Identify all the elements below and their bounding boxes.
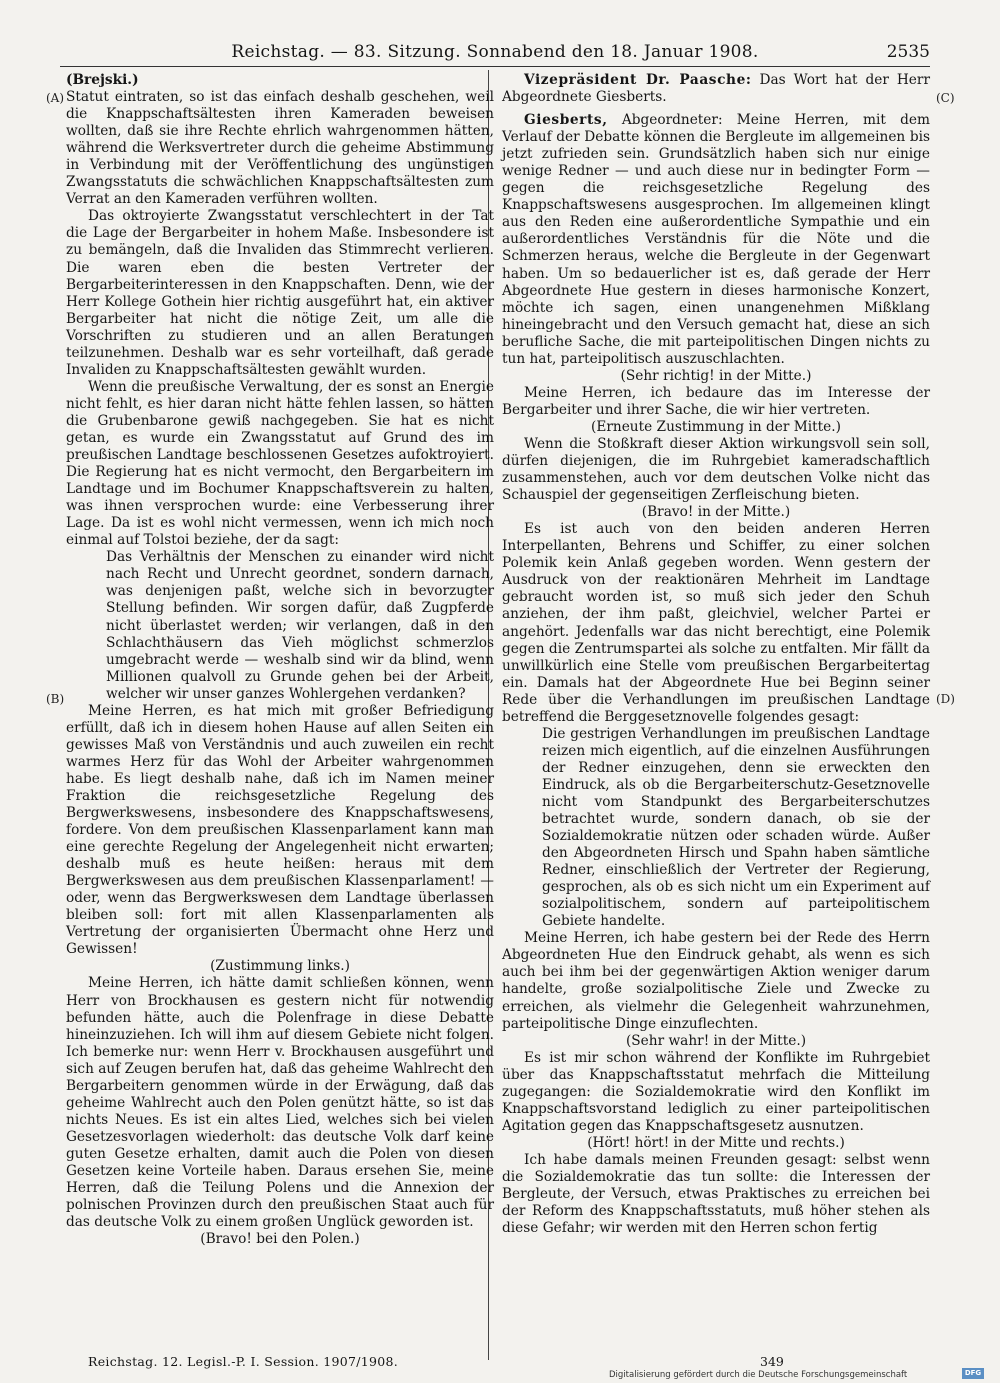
paragraph: Wenn die Stoßkraft dieser Aktion wirkungsvoll sein soll, dürfen diejenigen, die im Ruhrgebiet kameradschaftlich zusammenstehen, auch vor dem deutschen Volke nicht das Schauspiel der gegenseitigen Zerfleischung bieten.: [502, 435, 930, 504]
paragraph: Ich habe damals meinen Freunden gesagt: selbst wenn die Sozialdemokratie das tun sollte: die Interessen der Bergleute, der Versuch, etwas Praktisches zu erreichen bei der Reform des Knappschaftsstatuts, muß höher stehen als diese Gefahr; wir werden mit den Herren schon fertig: [502, 1151, 930, 1237]
paragraph: Meine Herren, es hat mich mit großer Befriedigung erfüllt, daß ich in diesem hohen Hause auf allen Seiten ein gewisses Maß von Verständnis und auch zuweilen ein recht warmes Herz für das Wohl der Arbeiter wahrgenommen habe. Es liegt deshalb nahe, daß ich im Namen meiner Fraktion die reichsgesetzliche Regelung des Bergwerkswesens, insbesondere des Knappschaftswesens, fordere. Von dem preußischen Klassenparlament kann man eine gerechte Regelung der Angelegenheit nicht erwarten; deshalb muß es heute heißen: heraus mit dem Bergwerkswesen aus dem preußischen Klassenparlament! — oder, wenn das Bergwerkswesen dem Landtage überlassen bleiben soll: fort mit allen Klassenparlamenten als Vertretung der organisierten Übermacht ohne Herz und Gewissen!: [66, 702, 494, 958]
margin-mark-c: (C): [936, 91, 955, 105]
header-rule: [60, 66, 930, 67]
interjection: (Hört! hört! in der Mitte und rechts.): [587, 1134, 845, 1151]
footer-signature: Reichstag. 12. Legisl.-P. I. Session. 1907/1908.: [88, 1354, 399, 1369]
page-header: [60, 42, 930, 64]
running-title: Reichstag. — 83. Sitzung. Sonnabend den 18. Januar 1908.: [231, 42, 759, 62]
paragraph: Statut eintraten, so ist das einfach deshalb geschehen, weil die Knappschaftsältesten ihren Kameraden beweisen wollten, daß sie ihre Rechte ehrlich wahrgenommen hätten, während die Werksvertreter durch die geheime Abstimmung in Verbindung mit der Veröffentlichung des ungünstigen Zwangsstatuts die schwächlichen Knappschaftsältesten zum Verrat an den Kameraden verführen wollten.: [66, 89, 494, 208]
interjection: (Sehr richtig! in der Mitte.): [620, 367, 812, 384]
interjection: (Bravo! bei den Polen.): [200, 1231, 360, 1248]
interjection: (Sehr wahr! in der Mitte.): [625, 1032, 807, 1049]
paragraph: Es ist mir schon während der Konflikte im Ruhrgebiet über das Knappschaftsstatut mehrfach die Mitteilung zugegangen: die Sozialdemokratie wird den Konflikt im Knappschaftsvorstand lediglich zu einer parteipolitischen Agitation gegen das Knappschaftsgesetz ausnutzen.: [502, 1049, 930, 1134]
speaker-name: Giesberts,: [524, 112, 608, 129]
interjection: (Erneute Zustimmung in der Mitte.): [591, 418, 841, 435]
paragraph-text: Abgeordneter: Meine Herren, mit dem Verlauf der Debatte können die Bergleute im allgemeinen bis jetzt zufrieden sein. Grundsätzlich haben sich nur einige wenige Redner — und auch diese nur in bedingter Form — gegen die reichsgesetzliche Regelung des Knappschaftswesens ausgesprochen. Im allgemeinen klingt aus den Reden eine außerordentliche Sympathie und ein außerordentliches Verständnis für die Nöte und die Schmerzen heraus, welche die Bergleute in der Gegenwart haben. Um so bedauerlicher ist es, daß gerade der Herr Abgeordnete Hue gestern in dieses harmonische Konzert, möchte ich sagen, einen unangenehmen Mißklang hineingebracht und den Versuch gemacht hat, diese an sich berufliche Sache, die mit parteipolitischen Dingen nichts zu tun hat, parteipolitisch auszuschlachten.: [502, 112, 930, 367]
quotation: Das Verhältnis der Menschen zu einander wird nicht nach Recht und Unrecht geordnet, sondern darnach, was denjenigen paßt, welche sich in bevorzugter Stellung befinden. Wir sorgen dafür, daß Zugpferde nicht überlastet werden; wir verlangen, daß in den Schlachthäusern das Vieh möglichst schmerzlos umgebracht werde — weshalb sind wir da blind, wenn Millionen qualvoll zu Grunde gehen bei der Arbeit, welcher wir unser ganzes Wohlergehen verdanken?: [106, 549, 494, 702]
right-column: [502, 72, 930, 1237]
sheet-number: 349: [760, 1354, 784, 1369]
margin-mark-d: (D): [936, 692, 955, 706]
quotation: Die gestrigen Verhandlungen im preußischen Landtage reizen mich eigentlich, auf die einzelnen Ausführungen der Redner einzugehen, denn sie erweckten den Eindruck, als ob die Bergarbeiterschutz-Gesetznovelle nicht vom Standpunkt des Bergarbeiterschutzes betrachtet wurde, sondern danach, ob sie der Sozialdemokratie nützen oder schaden würde. Außer den Abgeordneten Hirsch und Spahn haben sämtliche Redner, einschließlich der Vertreter der Regierung, gesprochen, als ob es sich nicht um ein Experiment auf sozialpolitischem, sondern auf parteipolitischem Gebiete handelte.: [542, 725, 930, 930]
paragraph: Meine Herren, ich bedaure das im Interesse der Bergarbeiter und ihrer Sache, die wir hier vertreten.: [502, 384, 930, 418]
speaker-name: Vizepräsident Dr. Paasche:: [524, 72, 752, 88]
margin-mark-a: (A): [46, 91, 65, 105]
paragraph: Es ist auch von den beiden anderen Herren Interpellanten, Behrens und Schiffer, zu einer solchen Polemik kein Anlaß gegeben worden. Wenn gestern der Ausdruck von der reaktionären Mehrheit im Landtage gebraucht worden ist, so muß sich jeder den Schuh anziehen, der ihm paßt, gleichviel, welcher Partei er angehört. Jedenfalls war das nicht berechtigt, eine Polemik gegen die Zentrumspartei als solche zu entfalten. Mir fällt da unwillkürlich eine Stelle vom preußischen Bergarbeitertag ein. Damals hat der Abgeordnete Hue bei Beginn seiner Rede über die Verhandlungen im preußischen Landtage betreffend die Berggesetznovelle folgendes gesagt:: [502, 521, 930, 725]
page-number: 2535: [886, 42, 930, 62]
left-column: [66, 72, 494, 1248]
speaker-tag: (Brejski.): [66, 72, 139, 88]
paragraph: Wenn die preußische Verwaltung, der es sonst an Energie nicht fehlt, es hier daran nicht hätte fehlen lassen, so hätten die Grubenbarone gewiß nachgegeben. Sie hat es nicht getan, es wurde ein Zwangsstatut auf Grund des im preußischen Landtage beschlossenen Gesetzes aufoktroyiert. Die Regierung hat es nicht vermocht, den Bergarbeitern im Landtage und im Bochumer Knappschaftsverein zu halten, was ihnen versprochen wurde: eine Verbesserung ihrer Lage. Da ist es wohl nicht vermessen, wenn ich mich noch einmal auf Tolstoi beziehe, der da sagt:: [66, 378, 494, 549]
digitization-credit: Digitalisierung gefördert durch die Deutsche Forschungsgemeinschaft: [609, 1370, 908, 1380]
margin-mark-b: (B): [46, 692, 65, 706]
dfg-logo-icon: DFG: [962, 1368, 984, 1379]
paragraph-text: Das Wort hat der Herr Abgeordnete Giesberts.: [502, 72, 930, 106]
paragraph: Meine Herren, ich habe gestern bei der Rede des Herrn Abgeordneten Hue den Eindruck gehabt, als wenn es sich auch bei ihm bei der gegenwärtigen Aktion weniger darum handelte, große sozialpolitische Ziele und Zwecke zu erreichen, als vielmehr die Gelegenheit wahrzunehmen, parteipolitische Dinge einzuflechten.: [502, 930, 930, 1032]
paragraph: Das oktroyierte Zwangsstatut verschlechtert in der Tat die Lage der Bergarbeiter in hohem Maße. Insbesondere ist zu bemängeln, daß die Invaliden das Stimmrecht verlieren. Die waren eben die besten Vertreter der Bergarbeiterinteressen in den Knappschaften. Denn, wie der Herr Kollege Gothein hier richtig ausgeführt hat, ein aktiver Bergarbeiter hat nicht die nötige Zeit, um alle die Vorschriften zu studieren und an allen Beratungen teilzunehmen. Deshalb war es sehr vorteilhaft, daß gerade Invaliden zu Knappschaftsältesten gewählt wurden.: [66, 208, 494, 378]
paragraph: Meine Herren, ich hätte damit schließen können, wenn Herr von Brockhausen es gestern nicht für notwendig befunden hätte, auch die Polenfrage in diese Debatte hineinzuziehen. Ich will ihm auf diesem Gebiete nicht folgen. Ich bemerke nur: wenn Herr v. Brockhausen ausgeführt und sich auf Zeugen berufen hat, daß das geheime Wahlrecht den Bergarbeitern genommen würde in der Erwägung, daß das geheime Wahlrecht auch den Polen genützt hätte, so ist das nichts Neues. Es ist ein altes Lied, welches sich bei vielen Gesetzesvorlagen wiederholt: das deutsche Volk darf keine guten Gesetze erhalten, damit auch die Polen von diesen Gesetzen keine Vorteile haben. Daraus ersehen Sie, meine Herren, daß die Teilung Polens und die Annexion der polnischen Provinzen durch den preußischen Staat auch für das deutsche Volk zu einem großen Unglück geworden ist.: [66, 975, 494, 1231]
paragraph: [502, 112, 930, 368]
interjection: (Zustimmung links.): [210, 958, 350, 975]
interjection: (Bravo! in der Mitte.): [641, 504, 791, 521]
paragraph: [502, 72, 930, 106]
